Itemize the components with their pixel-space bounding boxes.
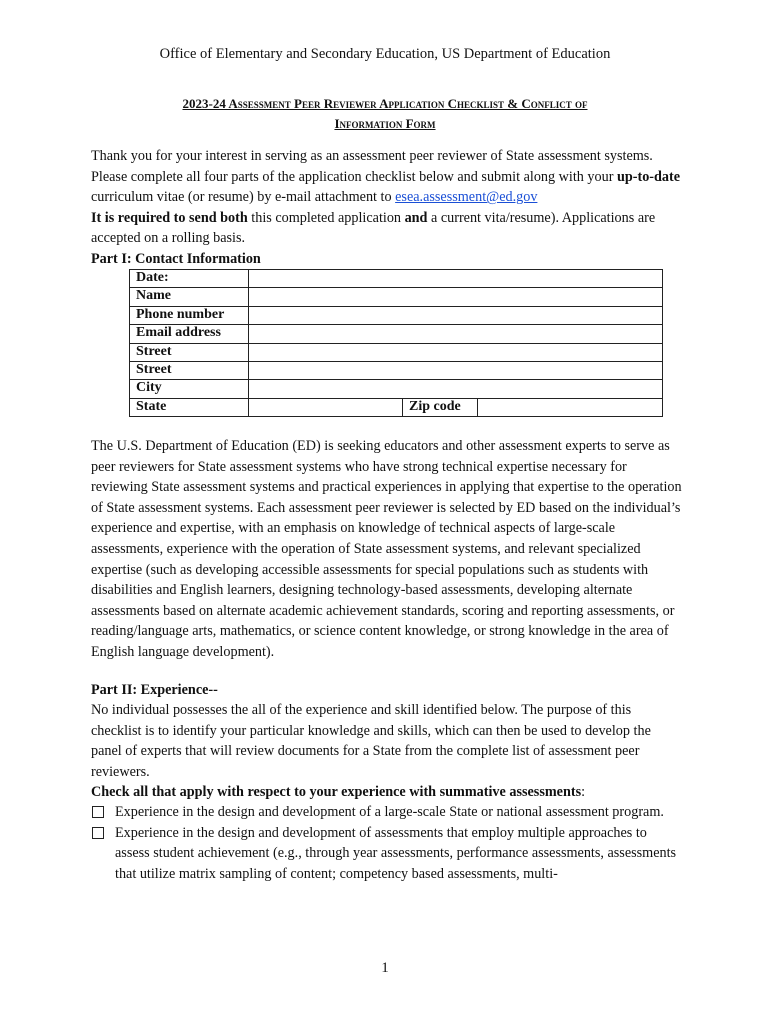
checkbox-multiple-approaches[interactable]	[92, 827, 104, 839]
phone-field[interactable]	[249, 306, 663, 324]
table-row	[130, 306, 663, 324]
field-label-date: Date:	[130, 270, 249, 288]
intro-bold-and: and	[404, 209, 428, 226]
part-2-heading: Part II: Experience--	[91, 682, 218, 698]
field-label-email: Email address	[130, 325, 249, 343]
table-row	[130, 270, 663, 288]
checkbox-label: Experience in the design and development of a large-scale State or national assessment program.	[115, 804, 664, 820]
part-1-heading: Part I: Contact Information	[91, 251, 261, 267]
city-field[interactable]	[249, 380, 663, 398]
list-item	[91, 802, 683, 823]
table-row	[130, 398, 663, 416]
table-row	[130, 343, 663, 361]
form-title	[90, 94, 680, 134]
form-title-line-2: Information Form	[334, 116, 436, 131]
intro-bold-required: It is required to send both	[91, 209, 248, 226]
table-row	[130, 288, 663, 306]
email-field[interactable]	[249, 325, 663, 343]
date-field[interactable]	[249, 270, 663, 288]
intro-text-3: this completed application	[247, 209, 405, 226]
checkbox-label: Experience in the design and development of assessments that employ multiple approaches to assess student achievement (e.g., through year assessments, performance assessments, assessments that utilize matrix sampling of content; competency based assessments, multi-	[115, 824, 677, 882]
intro-text-1: Thank you for your interest in serving as an assessment peer reviewer of State assessment systems. Please complete all four parts of the application checklist below and submit along with your	[91, 148, 653, 185]
form-title-line-1: 2023-24 Assessment Peer Reviewer Application Checklist & Conflict of	[182, 96, 588, 111]
state-field[interactable]	[249, 398, 403, 416]
street-1-field[interactable]	[249, 343, 663, 361]
list-item	[91, 823, 683, 885]
zip-code-field[interactable]	[478, 398, 663, 416]
checklist-instruction-colon: :	[581, 784, 586, 800]
experience-checklist	[91, 802, 683, 884]
checkbox-large-scale-program[interactable]	[92, 806, 104, 818]
contact-information-table	[129, 269, 663, 417]
intro-bold-up-to-date: up-to-date	[616, 168, 681, 185]
intro-paragraph	[91, 146, 681, 249]
field-label-phone: Phone number	[130, 306, 249, 324]
email-link[interactable]: esea.assessment@ed.gov	[395, 189, 538, 206]
checklist-instruction	[91, 782, 683, 802]
intro-text-4: a current vita/resume). Applications are accepted on a rolling basis.	[91, 209, 656, 247]
field-label-state: State	[130, 398, 249, 416]
field-label-zip: Zip code	[403, 398, 478, 416]
field-label-city: City	[130, 380, 249, 398]
field-label-name: Name	[130, 288, 249, 306]
intro-text-2: curriculum vitae (or resume) by e-mail attachment to	[91, 189, 396, 206]
field-label-street-2: Street	[130, 361, 249, 379]
page-header: Office of Elementary and Secondary Education, US Department of Education	[159, 46, 611, 62]
table-row	[130, 325, 663, 343]
checklist-instruction-text: Check all that apply with respect to your experience with summative assessments	[91, 784, 582, 800]
page-number: 1	[381, 960, 389, 976]
part-2-paragraph: No individual possesses the all of the experience and skill identified below. The purpose of this checklist is to identify your particular knowledge and skills, which can then be used to develop the panel of experts that will review documents for a State from the complete list of assessment peer reviewers.	[91, 702, 651, 780]
name-field[interactable]	[249, 288, 663, 306]
ed-description-paragraph: The U.S. Department of Education (ED) is seeking educators and other assessment experts to serve as peer reviewers for State assessment systems who have strong technical expertise necessary for reviewing State assessment systems and practical experiences in applying that expertise to the operation of State assessment systems. Each assessment peer reviewer is selected by ED based on the individual’s experience and expertise, with an emphasis on knowledge of technical aspects of large-scale assessments, experience with the operation of State assessment systems, and relevant specialized expertise (such as developing accessible assessments for special populations such as students with disabilities and English learners, designing technology-based assessments, developing alternate assessments based on alternate academic achievement standards, scoring and reporting assessments, or reading/language arts, mathematics, or science content knowledge, or strong knowledge in the area of English language development).	[91, 438, 682, 660]
table-row	[130, 361, 663, 379]
table-row	[130, 380, 663, 398]
field-label-street-1: Street	[130, 343, 249, 361]
street-2-field[interactable]	[249, 361, 663, 379]
